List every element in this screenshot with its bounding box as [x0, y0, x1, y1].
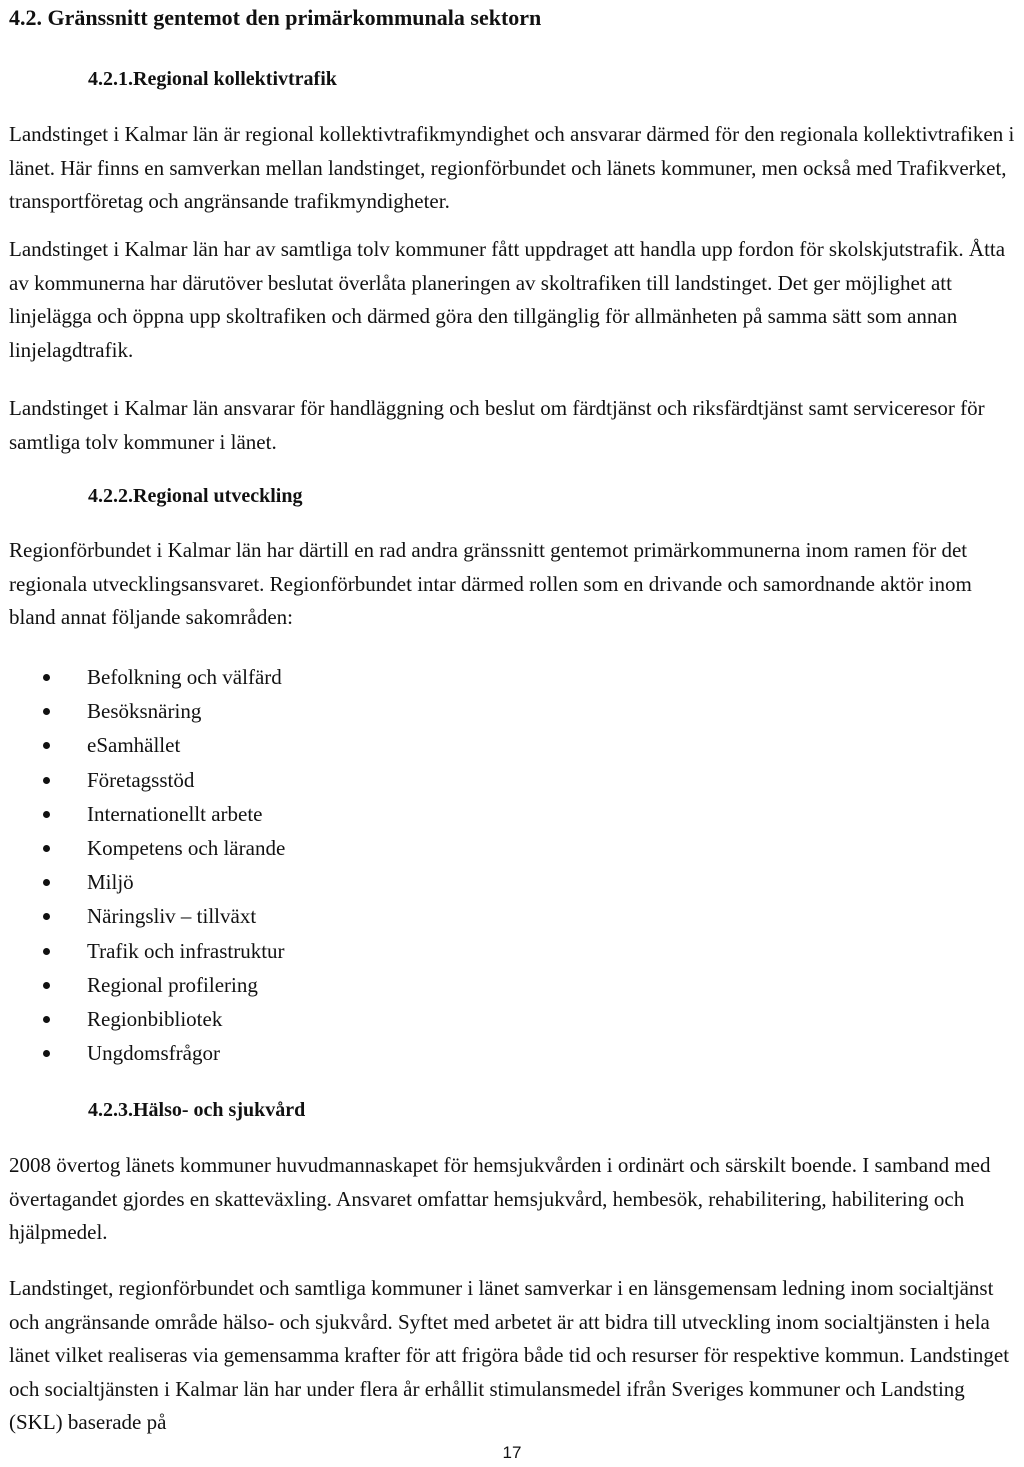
- list-item-label: Regional profilering: [87, 972, 258, 997]
- bullet-icon: [43, 948, 50, 955]
- list-item-label: Ungdomsfrågor: [87, 1041, 220, 1066]
- page-number: 17: [502, 1443, 522, 1462]
- bullet-icon: [43, 1016, 50, 1023]
- paragraph: Landstinget i Kalmar län har av samtliga tolv kommuner fått uppdraget att handla upp fordon för skolskjutstrafik. Åtta av kommunerna har därutöver beslutat överlåta planeringen av skoltrafiken till landstinget. Det ger möjlighet att linjelägga och öppna upp skoltrafiken och därmed göra den tillgänglig för allmänheten på samma sätt som annan linjelagdtrafik.: [9, 237, 1006, 362]
- subsection-heading-regional-kollektivtrafik: 4.2.1.Regional kollektivtrafik: [88, 68, 337, 90]
- list-item: [0, 899, 285, 933]
- paragraph: Landstinget i Kalmar län är regional kollektivtrafikmyndighet och ansvarar därmed för den regionala kollektivtrafiken i länet. Här finns en samverkan mellan landstinget, regionförbundet och länets kommuner, men också med Trafikverket, transportföretag och angränsande trafikmyndigheter.: [9, 122, 1015, 213]
- bullet-icon: [43, 1050, 50, 1057]
- bullet-icon: [43, 811, 50, 818]
- list-item: [0, 797, 285, 831]
- section-heading: 4.2. Gränssnitt gentemot den primärkommunala sektorn: [9, 5, 542, 30]
- bullet-icon: [43, 742, 50, 749]
- bullet-icon: [43, 913, 50, 920]
- list-item-label: Kompetens och lärande: [87, 835, 286, 860]
- bullet-icon: [43, 674, 50, 681]
- paragraph: 2008 övertog länets kommuner huvudmannaskapet för hemsjukvården i ordinärt och särskilt boende. I samband med övertagandet gjordes en skatteväxling. Ansvaret omfattar hemsjukvård, hembesök, rehabilitering, habilitering och hjälpmedel.: [9, 1153, 991, 1244]
- list-item: [0, 934, 285, 968]
- list-item-label: eSamhället: [87, 733, 181, 758]
- list-item-label: Regionbibliotek: [87, 1006, 223, 1031]
- list-item: [0, 728, 285, 762]
- bullet-icon: [43, 777, 50, 784]
- paragraph: Landstinget, regionförbundet och samtliga kommuner i länet samverkar i en länsgemensam ledning inom socialtjänst och angränsande område hälso- och sjukvård. Syftet med arbetet är att bidra till utveckling inom socialtjänsten i hela länet vilket realiseras via gemensamma krafter för att frigöra både tid och resurser för respektive kommun. Landstinget och socialtjänsten i Kalmar län har under flera år erhållit stimulansmedel ifrån Sveriges kommuner och Landsting (SKL) baserade på: [9, 1276, 1010, 1434]
- list-item: [0, 1002, 285, 1036]
- list-item-label: Miljö: [87, 870, 134, 895]
- list-item: [0, 660, 285, 694]
- list-item: [0, 968, 285, 1002]
- bullet-icon: [43, 708, 50, 715]
- list-item-label: Trafik och infrastruktur: [87, 938, 285, 963]
- bullet-icon: [43, 845, 50, 852]
- list-item-label: Befolkning och välfärd: [87, 665, 282, 689]
- bullet-icon: [43, 879, 50, 886]
- paragraph: Regionförbundet i Kalmar län har därtill en rad andra gränssnitt gentemot primärkommunerna inom ramen för det regionala utvecklingsansvaret. Regionförbundet intar därmed rollen som en drivande och samordnande aktör inom bland annat följande sakområden:: [9, 538, 972, 629]
- paragraph: Landstinget i Kalmar län ansvarar för handläggning och beslut om färdtjänst och riksfärdtjänst samt serviceresor för samtliga tolv kommuner i länet.: [9, 396, 985, 454]
- list-item: [0, 865, 285, 899]
- subsection-heading-regional-utveckling: 4.2.2.Regional utveckling: [88, 485, 303, 507]
- list-item-label: Internationellt arbete: [87, 801, 263, 826]
- list-item: [0, 763, 285, 797]
- list-item: [0, 1036, 285, 1070]
- list-item-label: Besöksnäring: [87, 699, 202, 724]
- bullet-icon: [43, 982, 50, 989]
- list-item: [0, 694, 285, 728]
- list-item-label: Företagsstöd: [87, 767, 195, 792]
- list-item: [0, 831, 285, 865]
- list-item-label: Näringsliv – tillväxt: [87, 904, 257, 929]
- subsection-heading-halso-och-sjukvard: 4.2.3.Hälso- och sjukvård: [88, 1099, 306, 1121]
- sakomraden-list: [0, 660, 285, 1070]
